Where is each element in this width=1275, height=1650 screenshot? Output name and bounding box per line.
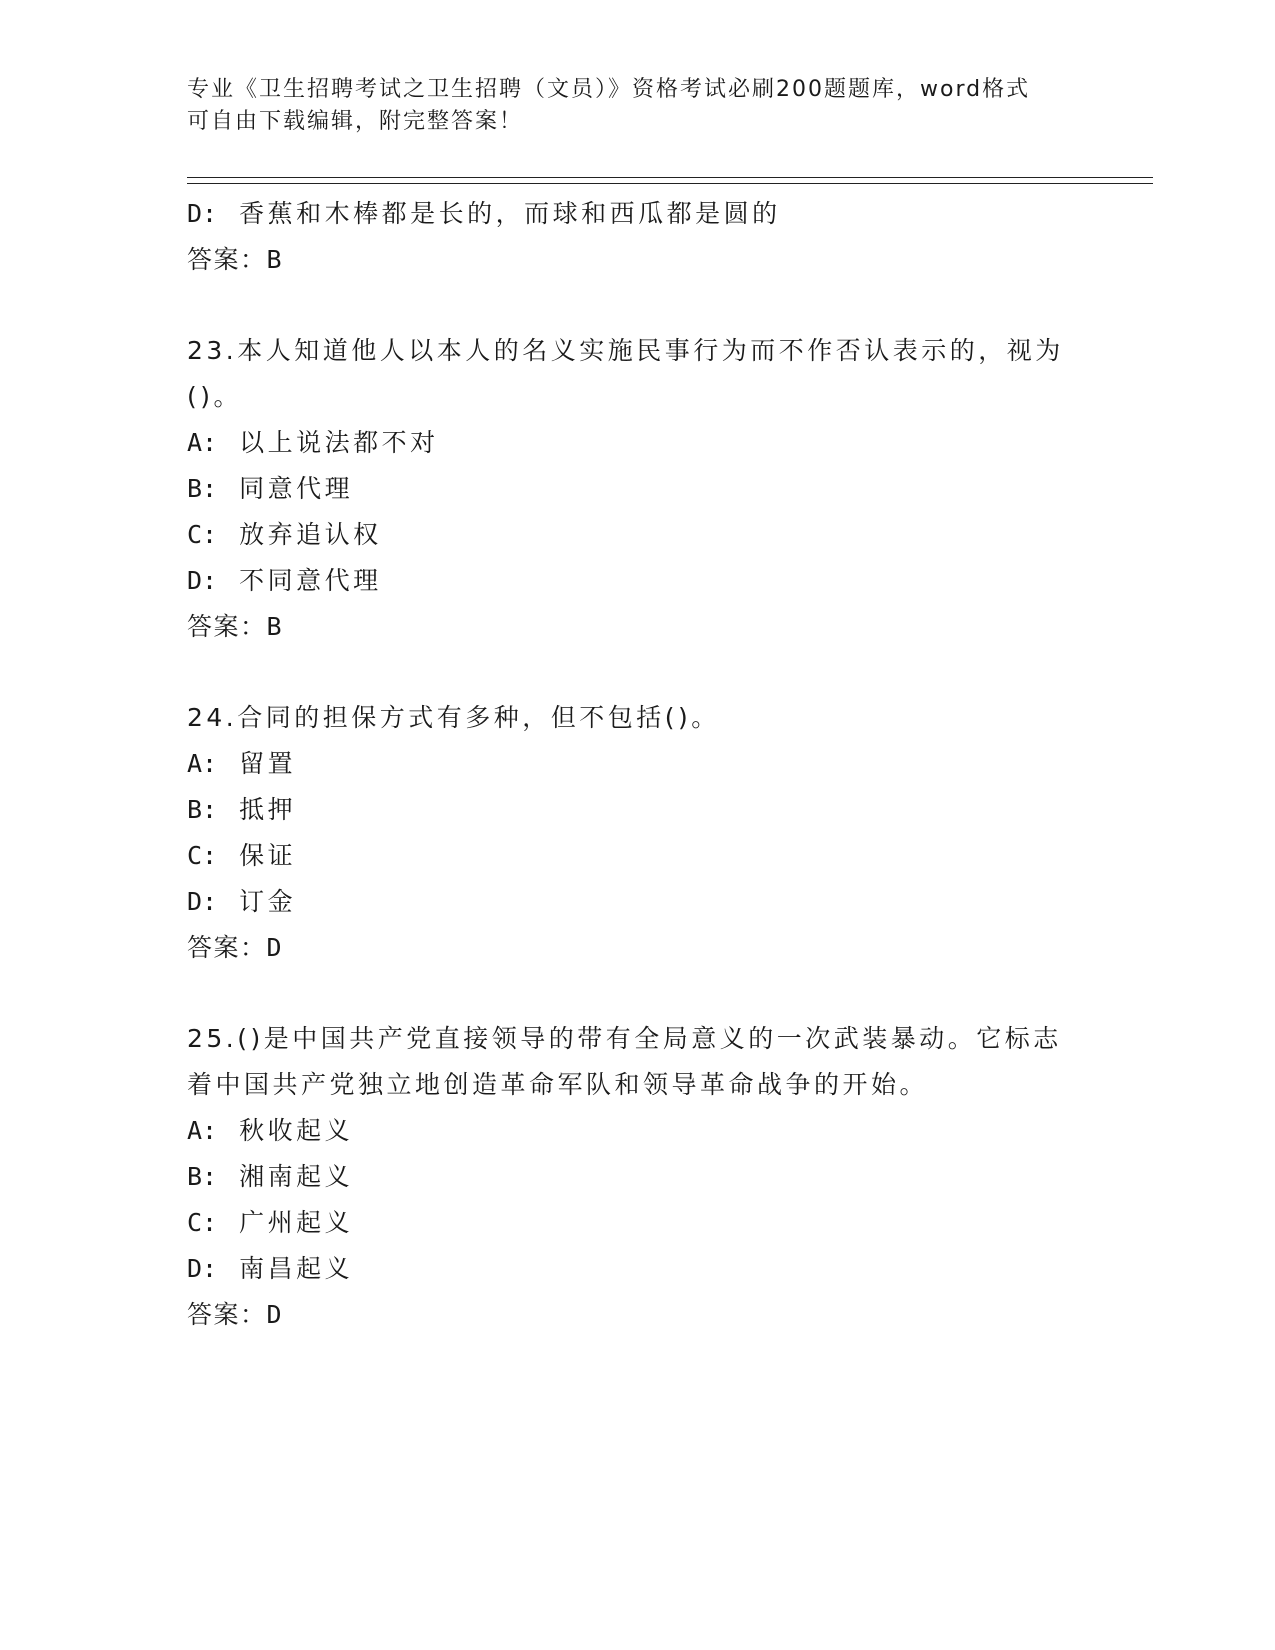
option-d <box>187 191 1087 237</box>
option-letter: A: <box>187 749 218 778</box>
option-c <box>187 833 1087 879</box>
header-line-1: 专业《卫生招聘考试之卫生招聘（文员）》资格考试必刷200题题库，word格式 <box>187 77 1031 102</box>
option-c <box>187 512 1087 558</box>
option-text: 放弃追认权 <box>239 520 382 549</box>
answer-value: B <box>266 612 282 641</box>
question-24 <box>187 695 1087 971</box>
option-text: 抵押 <box>239 795 297 824</box>
answer-label: 答案： <box>187 245 267 274</box>
option-c <box>187 1200 1087 1246</box>
option-text: 以上说法都不对 <box>239 428 439 457</box>
question-list <box>187 191 1087 1338</box>
option-text: 广州起义 <box>239 1208 354 1237</box>
question-stem-line-1: 25.()是中国共产党直接领导的带有全局意义的一次武装暴动。它标志 <box>187 1024 1062 1053</box>
question-stem-line-2: ()。 <box>187 382 243 411</box>
option-a <box>187 420 1087 466</box>
option-text: 秋收起义 <box>239 1116 354 1145</box>
header-divider-bottom <box>187 183 1153 184</box>
option-letter: B: <box>187 1162 218 1191</box>
answer-line <box>187 604 1087 650</box>
option-letter: C: <box>187 841 218 870</box>
option-text: 订金 <box>239 887 297 916</box>
option-letter: A: <box>187 428 218 457</box>
option-letter: D: <box>187 566 218 595</box>
answer-value: D <box>266 1300 282 1329</box>
option-text: 保证 <box>239 841 297 870</box>
document-header <box>187 74 1067 138</box>
option-b <box>187 1154 1087 1200</box>
answer-label: 答案： <box>187 612 267 641</box>
option-d <box>187 558 1087 604</box>
question-25 <box>187 1016 1087 1338</box>
previous-question-tail <box>187 191 1087 283</box>
option-letter: D: <box>187 199 218 228</box>
option-text: 留置 <box>239 749 297 778</box>
answer-value: D <box>266 933 282 962</box>
option-letter: C: <box>187 520 218 549</box>
option-d <box>187 1246 1087 1292</box>
option-b <box>187 466 1087 512</box>
option-text: 香蕉和木棒都是长的，而球和西瓜都是圆的 <box>239 199 781 228</box>
option-text: 南昌起义 <box>239 1254 354 1283</box>
question-stem-line-2: 着中国共产党独立地创造革命军队和领导革命战争的开始。 <box>187 1070 929 1099</box>
answer-label: 答案： <box>187 933 267 962</box>
option-text: 湘南起义 <box>239 1162 354 1191</box>
option-text: 同意代理 <box>239 474 354 503</box>
answer-label: 答案： <box>187 1300 267 1329</box>
answer-value: B <box>266 245 282 274</box>
option-letter: D: <box>187 887 218 916</box>
option-text: 不同意代理 <box>239 566 382 595</box>
question-stem-line-1: 24.合同的担保方式有多种，但不包括()。 <box>187 703 720 732</box>
option-letter: B: <box>187 474 218 503</box>
header-line-2: 可自由下载编辑，附完整答案！ <box>187 109 524 134</box>
option-letter: D: <box>187 1254 218 1283</box>
option-letter: C: <box>187 1208 218 1237</box>
option-b <box>187 787 1087 833</box>
answer-line <box>187 237 1087 283</box>
answer-line <box>187 925 1087 971</box>
question-stem-line-1: 23.本人知道他人以本人的名义实施民事行为而不作否认表示的，视为 <box>187 336 1064 365</box>
option-a <box>187 741 1087 787</box>
answer-line <box>187 1292 1087 1338</box>
question-23 <box>187 328 1087 650</box>
option-d <box>187 879 1087 925</box>
header-divider-top <box>187 177 1153 178</box>
option-letter: A: <box>187 1116 218 1145</box>
option-letter: B: <box>187 795 218 824</box>
option-a <box>187 1108 1087 1154</box>
